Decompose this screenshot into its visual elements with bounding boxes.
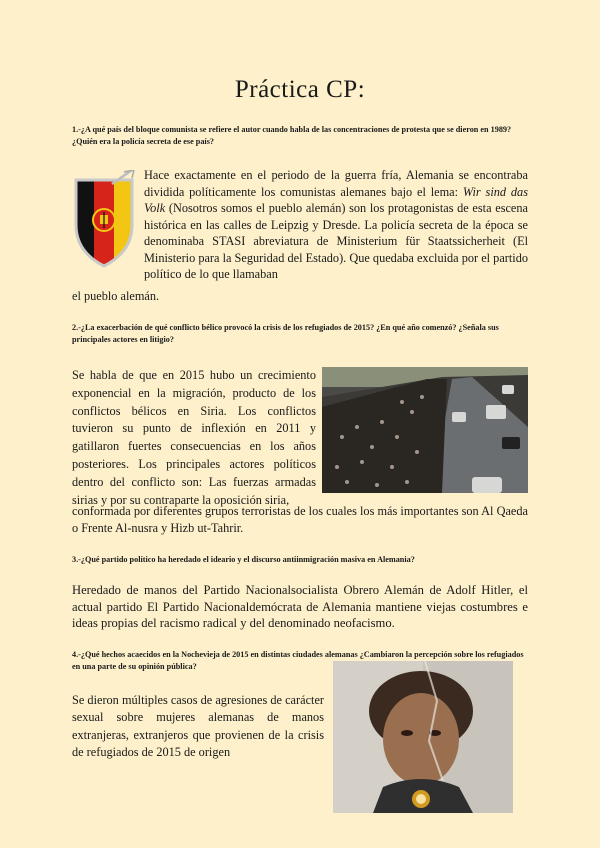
child-portrait-photo (333, 661, 513, 813)
answer-1 (144, 167, 528, 283)
answer-1-part1: Hace exactamente en el periodo de la guerra fría, Alemania se encontraba dividida políticamente los comunistas alemanes bajo el lema: (144, 168, 528, 199)
question-3: 3.-¿Qué partido político ha heredado el ideario y el discurso antiinmigración masiva en Alemania? (72, 555, 415, 564)
refugee-march-photo (322, 367, 528, 493)
answer-3: Heredado de manos del Partido Nacionalsocialista Obrero Alemán de Adolf Hitler, el actual partido El Partido Nacionaldemócrata de Alemania mantiene viejas costumbres e ideas propias del racismo radical y del denominado neofacismo. (72, 583, 528, 630)
answer-2-continued: conformada por diferentes grupos terroristas de los cuales los más importantes son Al Qaeda o Frente Al-nusra y Hizb ut-Tahrir. (72, 504, 528, 535)
answer-1-part2: (Nosotros somos el pueblo alemán) son los protagonistas de esta escena histórica en las calles de Leipzig y Dresde. La policía secreta de la época se denominaba STASI abreviatura de Ministerium für Staatssicherheit (El Ministerio para la Seguridad del Estado). Que quedaba excluida por el partido político de lo que llamaban (144, 201, 528, 281)
answer-4: Se dieron múltiples casos de agresiones de carácter sexual sobre mujeres alemanas de manos extranjeras, extranjeros que provienen de la crisis de refugiados de 2015 de origen (72, 693, 324, 760)
answer-1-slogan: Wir sind das Volk (144, 184, 528, 215)
answer-2-wrapped: Se habla de que en 2015 hubo un crecimiento exponencial en la migración, producto de los conflictos bélicos en Siria. Los conflictos tuvieron su punto de inflexión en 2011 y gatillaron fuertes consecuencias en los años posteriores. Los principales actores políticos dentro del conflicto son: Las fuerzas armadas sirias y por su contraparte la oposición siria, (72, 368, 316, 507)
page-title: Práctica CP: (234, 76, 366, 103)
question-1: 1.-¿A qué país del bloque comunista se refiere el autor cuando habla de las concentraciones de protesta que se dieron en 1989? ¿Quién era la policía secreta de ese país? (72, 125, 512, 146)
answer-1-last-line: el pueblo alemán. (72, 289, 160, 303)
question-2: 2.-¿La exacerbación de qué conflicto bélico provocó la crisis de los refugiados de 2015? ¿En qué año comenzó? ¿Señala sus principales actores en litigio? (72, 323, 499, 344)
gdr-shield-emblem (72, 170, 136, 270)
question-4: 4.-¿Qué hechos acaecidos en la Nochevieja de 2015 en distintas ciudades alemanas ¿Cambiaron la percepción sobre los refugiados en una parte de su opinión pública? (72, 650, 524, 671)
